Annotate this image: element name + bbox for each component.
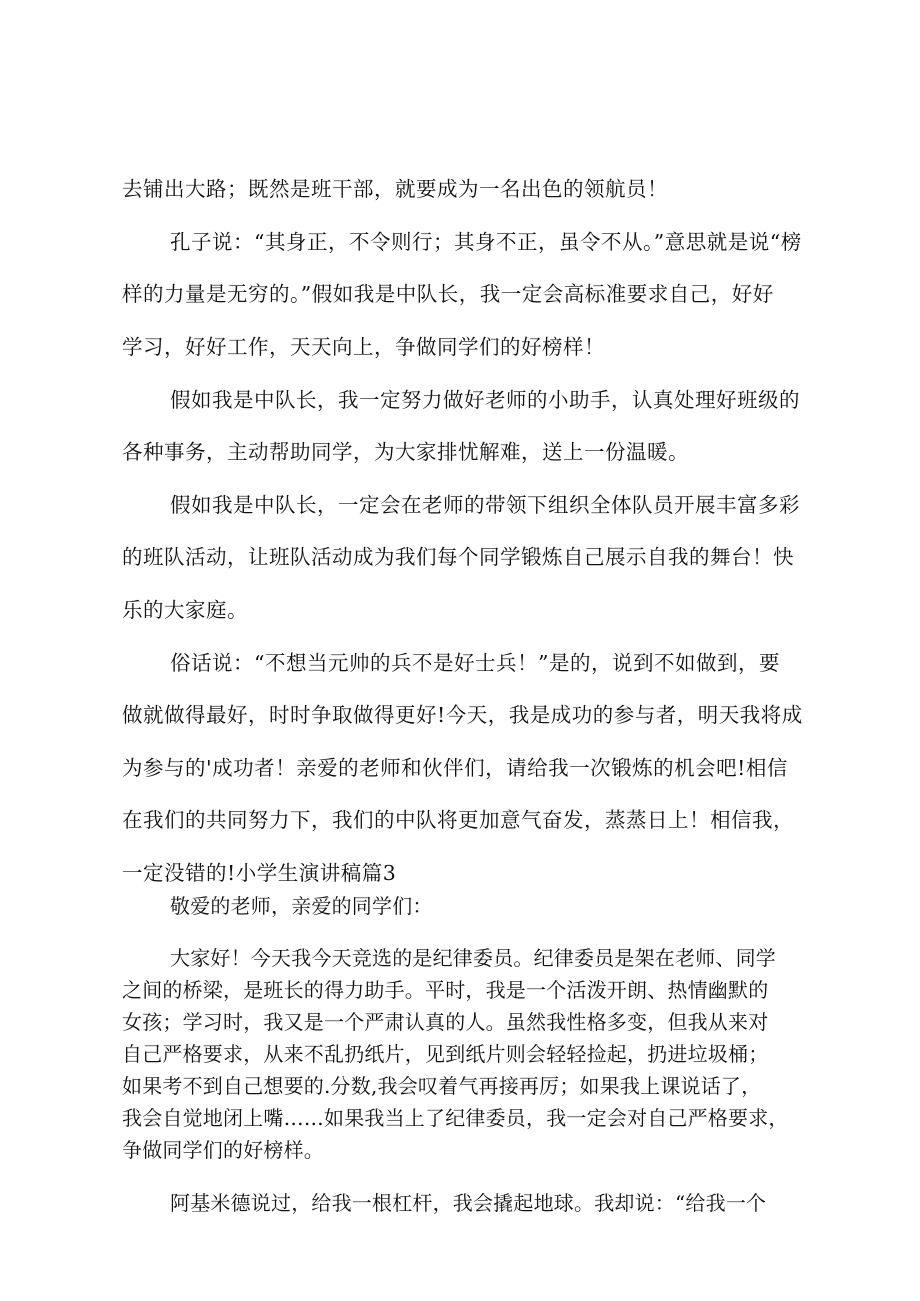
- text-line: 在我们的共同努力下，我们的中队将更加意气奋发，蒸蒸日上！相信我，: [122, 808, 794, 832]
- text-line: 学习，好好工作，天天向上，争做同学们的好榜样！: [122, 335, 605, 359]
- text-line: 假如我是中队长，我一定努力做好老师的小助手，认真处理好班级的: [170, 388, 800, 412]
- text-line: 各种事务，主动帮助同学，为大家排忧解难，送上一份温暖。: [122, 440, 689, 464]
- text-line: 如果考不到自己想要的.分数,我会叹着气再接再厉；如果我上课说话了，: [122, 1074, 762, 1098]
- text-line: 样的力量是无穷的。”假如我是中队长，我一定会高标准要求自己，好好: [122, 282, 774, 306]
- text-line: 假如我是中队长，一定会在老师的带领下组织全体队员开展丰富多彩: [170, 493, 800, 517]
- text-line: 俗话说：“不想当元帅的兵不是好士兵！”是的，说到不如做到，要: [170, 651, 780, 675]
- text-line: 大家好！今天我今天竞选的是纪律委员。纪律委员是架在老师、同学: [170, 946, 776, 970]
- text-line: 孔子说：“其身正，不令则行；其身不正，虽令不从。”意思就是说“榜: [170, 230, 802, 254]
- text-line: 我会自觉地闭上嘴……如果我当上了纪律委员，我一定会对自己严格要求，: [122, 1106, 789, 1130]
- text-line: 为参与的'成功者！亲爱的老师和伙伴们，请给我一次锻炼的机会吧!相信: [122, 756, 788, 780]
- text-line: 去铺出大路；既然是班干部，就要成为一名出色的领航员！: [122, 177, 668, 201]
- salutation: 敬爱的老师，亲爱的同学们：: [170, 894, 433, 918]
- text-line: 之间的桥梁，是班长的得力助手。平时，我是一个活泼开朗、热情幽默的: [122, 978, 769, 1002]
- text-line: 乐的大家庭。: [122, 598, 248, 622]
- text-line: 争做同学们的好榜样。: [122, 1138, 324, 1162]
- text-line: 女孩；学习时，我又是一个严肃认真的人。虽然我性格多变，但我从来对: [122, 1010, 769, 1034]
- text-line: 阿基米德说过，给我一根杠杆，我会撬起地球。我却说：“给我一个: [170, 1191, 767, 1215]
- section-heading: 一定没错的!小学生演讲稿篇3: [122, 861, 397, 885]
- text-line: 自己严格要求，从来不乱扔纸片，见到纸片则会轻轻捡起，扔进垃圾桶；: [122, 1042, 769, 1066]
- text-line: 做就做得最好，时时争取做得更好!今天，我是成功的参与者，明天我将成: [122, 703, 803, 727]
- text-line: 的班队活动，让班队活动成为我们每个同学锻炼自己展示自我的舞台！快: [122, 545, 794, 569]
